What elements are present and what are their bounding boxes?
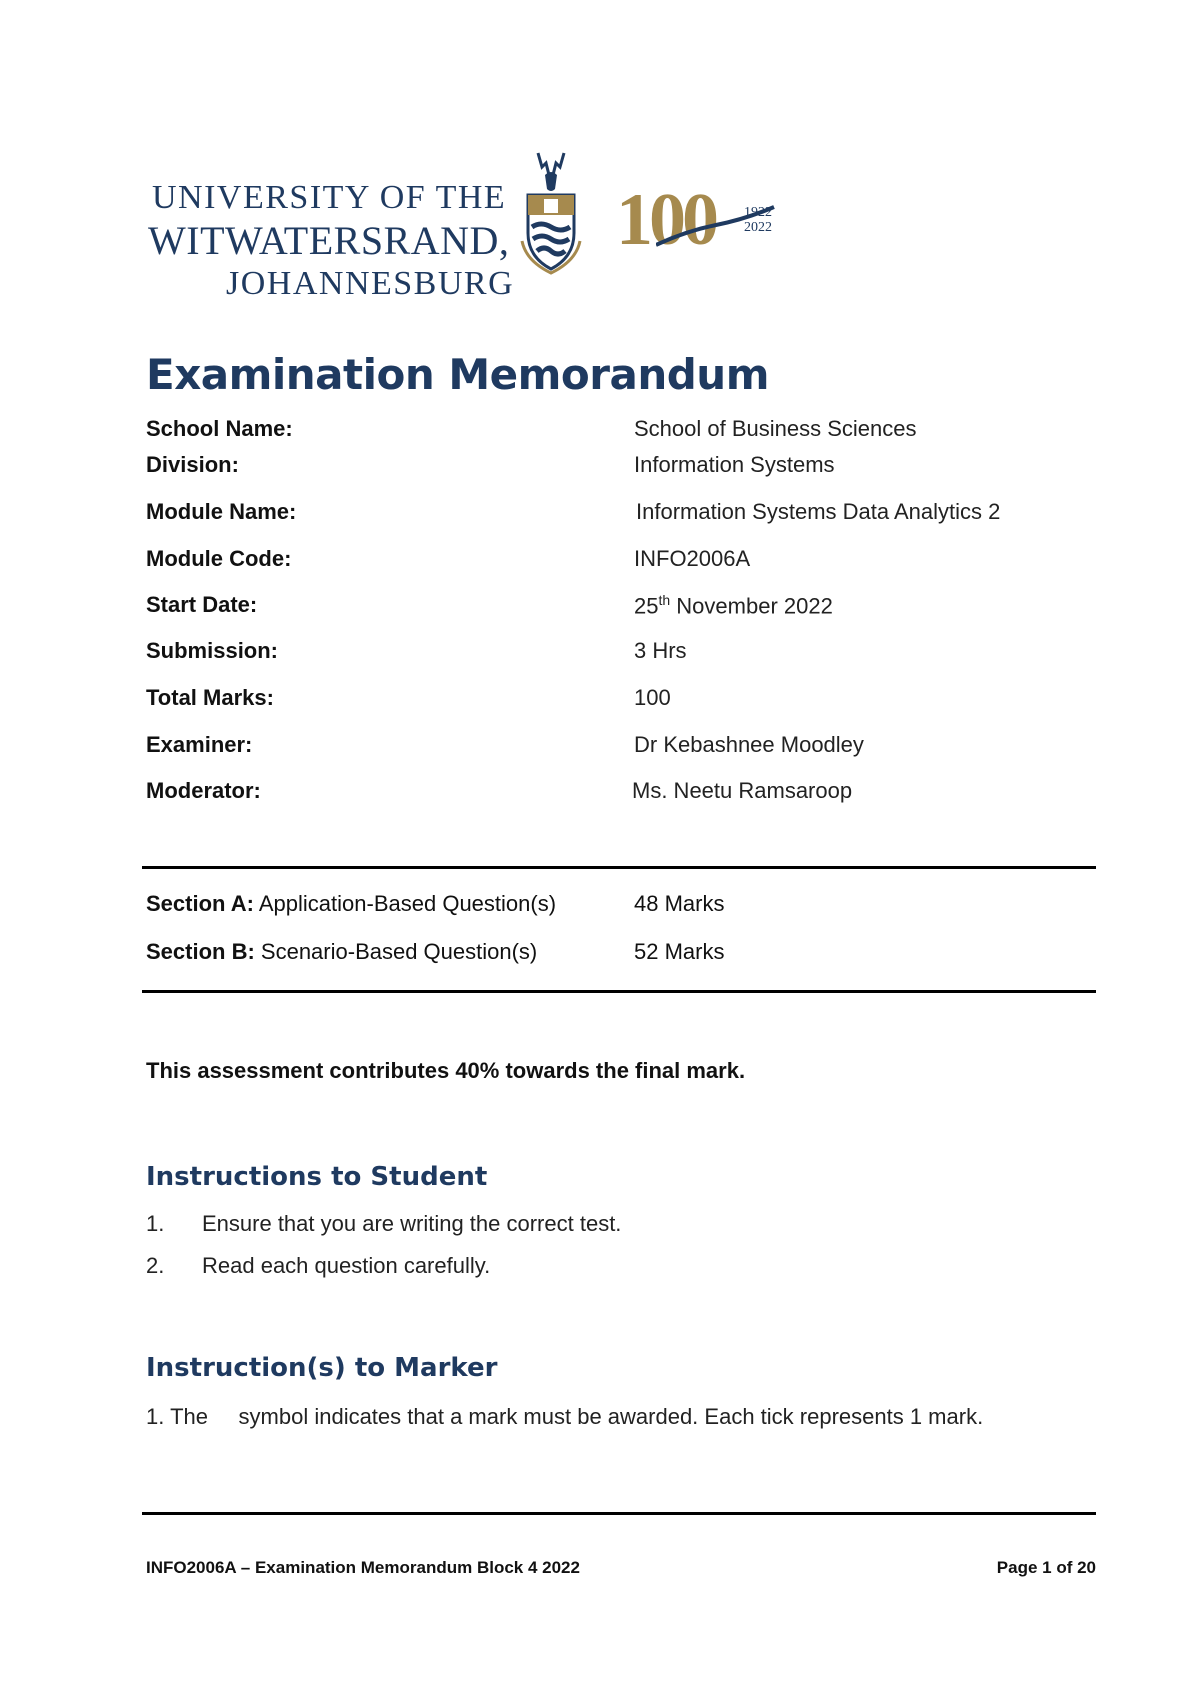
- section-a-marks: 48 Marks: [634, 891, 725, 916]
- section-b-desc: Scenario-Based Question(s): [254, 939, 538, 964]
- list-item-number: 1.: [146, 1211, 165, 1236]
- university-logo: [148, 145, 772, 305]
- student-instructions-heading: Instructions to Student: [146, 1162, 488, 1192]
- contribution-note: This assessment contributes 40% towards the final mark.: [146, 1058, 746, 1083]
- start-date-day: 25: [634, 593, 659, 619]
- module-code-value: INFO2006A: [634, 546, 751, 571]
- start-date-label: Start Date:: [146, 592, 258, 617]
- total-marks-label: Total Marks:: [146, 685, 274, 710]
- total-marks-value: 100: [634, 685, 671, 710]
- crest-icon: [516, 145, 586, 275]
- section-a-row: [146, 891, 725, 917]
- section-b-marks: 52 Marks: [634, 939, 725, 964]
- section-a-label: Section A:: [146, 891, 254, 916]
- footer-page-number: Page 1 of 20: [996, 1558, 1096, 1577]
- year-end: 2022: [744, 220, 772, 235]
- section-b-label: Section B:: [146, 939, 255, 964]
- examiner-value: Dr Kebashnee Moodley: [634, 732, 864, 757]
- submission-label: Submission:: [146, 638, 279, 663]
- module-code-label: Module Code:: [146, 546, 292, 571]
- submission-value: 3 Hrs: [634, 638, 687, 663]
- start-date-suffix: th: [658, 592, 671, 608]
- logo-line-3: JOHANNESBURG: [226, 265, 515, 302]
- start-date-rest: November 2022: [670, 593, 833, 619]
- footer-document-title: INFO2006A – Examination Memorandum Block 4 2022: [146, 1558, 580, 1577]
- page-title: Examination Memorandum: [146, 350, 769, 399]
- module-name-label: Module Name:: [146, 499, 297, 524]
- module-name-value: Information Systems Data Analytics 2: [636, 499, 1001, 524]
- examiner-label: Examiner:: [146, 732, 253, 757]
- logo-line-2: WITWATERSRAND,: [148, 218, 510, 263]
- moderator-label: Moderator:: [146, 778, 261, 803]
- year-start: 1922: [744, 205, 772, 220]
- list-item-number: 2.: [146, 1253, 165, 1278]
- centenary-years: [744, 205, 772, 235]
- divider-top: [142, 866, 1096, 869]
- start-date-value: [634, 592, 833, 619]
- section-a-desc: Application-Based Question(s): [253, 891, 557, 916]
- logo-line-1: UNIVERSITY OF THE: [152, 179, 507, 216]
- marker-instructions-heading: Instruction(s) to Marker: [146, 1353, 498, 1383]
- footer-divider: [142, 1512, 1096, 1515]
- division-value: Information Systems: [634, 452, 835, 477]
- section-b-row: [146, 939, 725, 965]
- list-item-text: Read each question carefully.: [202, 1253, 491, 1278]
- moderator-value: Ms. Neetu Ramsaroop: [632, 778, 853, 803]
- centenary-mark: [616, 179, 776, 263]
- centenary-number: 100: [616, 179, 715, 261]
- marker-instruction-text: 1. The symbol indicates that a mark must be awarded. Each tick represents 1 mark.: [146, 1404, 984, 1429]
- list-item-text: Ensure that you are writing the correct test.: [202, 1211, 622, 1236]
- divider-bottom: [142, 990, 1096, 993]
- school-label: School Name:: [146, 416, 293, 441]
- division-label: Division:: [146, 452, 239, 477]
- school-value: School of Business Sciences: [634, 416, 917, 441]
